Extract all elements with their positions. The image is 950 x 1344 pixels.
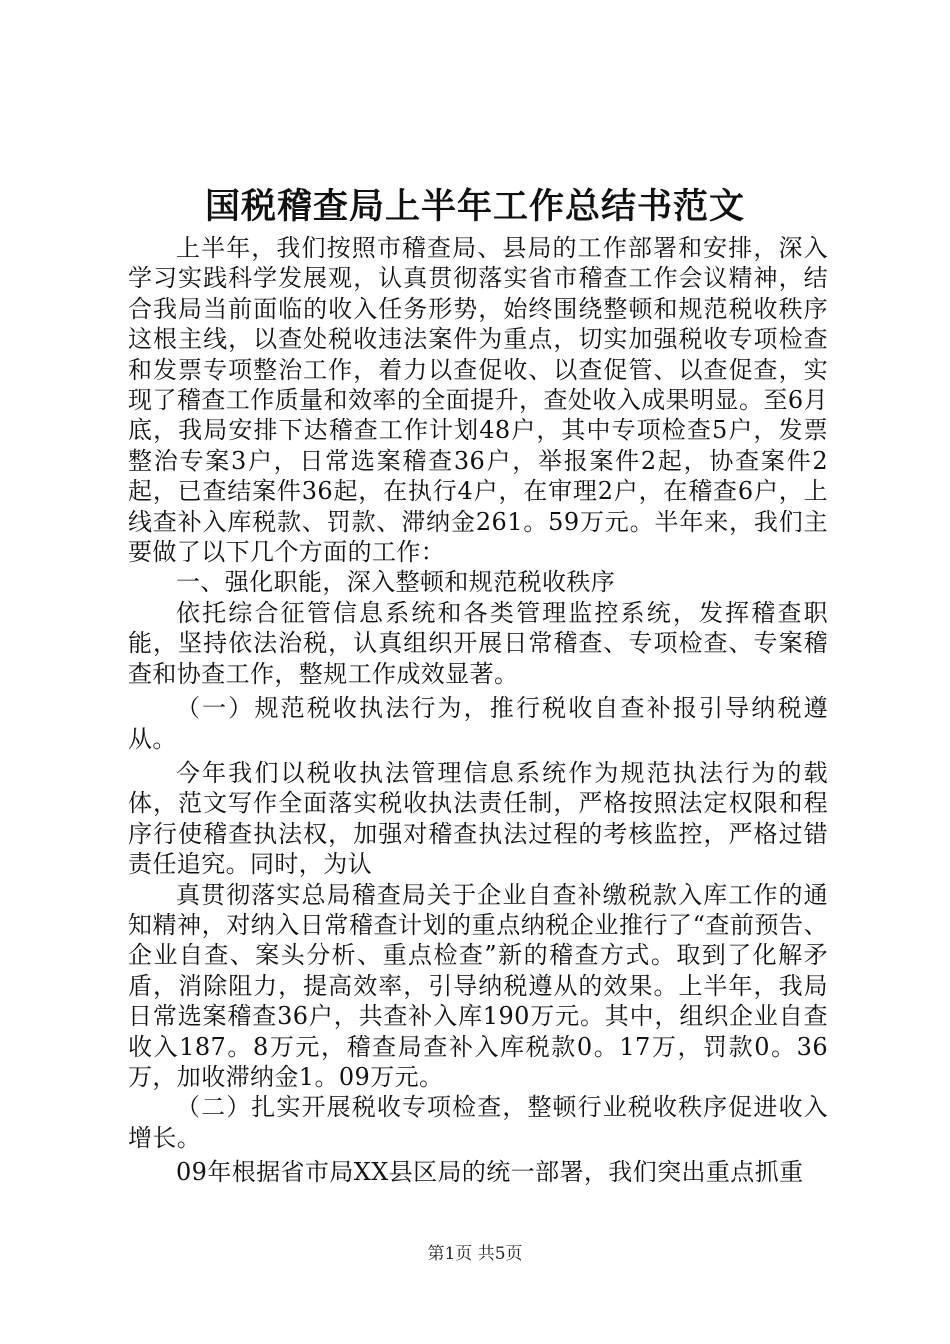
document-title: 国税稽查局上半年工作总结书范文: [204, 186, 745, 227]
subsection-heading-2: （二）扎实开展税收专项检查，整顿行业税收秩序促进收入增长。: [128, 1093, 828, 1152]
paragraph-intro: 上半年，我们按照市稽查局、县局的工作部署和安排，深入学习实践科学发展观，认真贯彻落实省市稽查工作会议精神，结合我局当前面临的收入任务形势，始终围绕整顿和规范税收秩序这根主线，以查处税收违法案件为重点，切实加强税收专项检查和发票专项整治工作，着力以查促收、以查促管、以查促查，实现了稽查工作质量和效率的全面提升，查处收入成果明显。至6月底，我局安排下达稽查工作计划48户，其中专项检查5户，发票整治专案3户，日常选案稽查36户，举报案件2起，协查案件2起，已查结案件36起，在执行4户，在审理2户，在稽查6户，上线查补入库税款、罚款、滞纳金261。59万元。半年来，我们主要做了以下几个方面的工作：: [128, 234, 828, 567]
paragraph-subsection-1a: 今年我们以税收执法管理信息系统作为规范执法行为的载体，范文写作全面落实税收执法责任制，严格按照法定权限和程序行使稽查执法权，加强对稽查执法过程的考核监控，严格过错责任追究。同时，为认: [128, 758, 828, 879]
section-heading-1: 一、强化职能，深入整顿和规范税收秩序: [176, 568, 616, 597]
paragraph-section-1: 依托综合征管信息系统和各类管理监控系统，发挥稽查职能，坚持依法治税，认真组织开展日常稽查、专项检查、专案稽查和协查工作，整规工作成效显著。: [128, 598, 828, 688]
subsection-heading-1: （一）规范税收执法行为，推行税收自查补报引导纳税遵从。: [128, 694, 828, 753]
paragraph-subsection-2: 09年根据省市局XX县区局的统一部署，我们突出重点抓重: [176, 1158, 804, 1187]
paragraph-subsection-1b: 真贯彻落实总局稽查局关于企业自查补缴税款入库工作的通知精神，对纳入日常稽查计划的重点纳税企业推行了“查前预告、企业自查、案头分析、重点检查”新的稽查方式。取到了化解矛盾，消除阻力，提高效率，引导纳税遵从的效果。上半年，我局日常选案稽查36户，共查补入库190万元。其中，组织企业自查收入187。8万元，稽查局查补入库税款0。17万，罚款0。36万，加收滞纳金1。09万元。: [128, 880, 828, 1091]
page-footer: 第1页 共5页: [427, 1244, 523, 1264]
document-body: [128, 233, 828, 1188]
